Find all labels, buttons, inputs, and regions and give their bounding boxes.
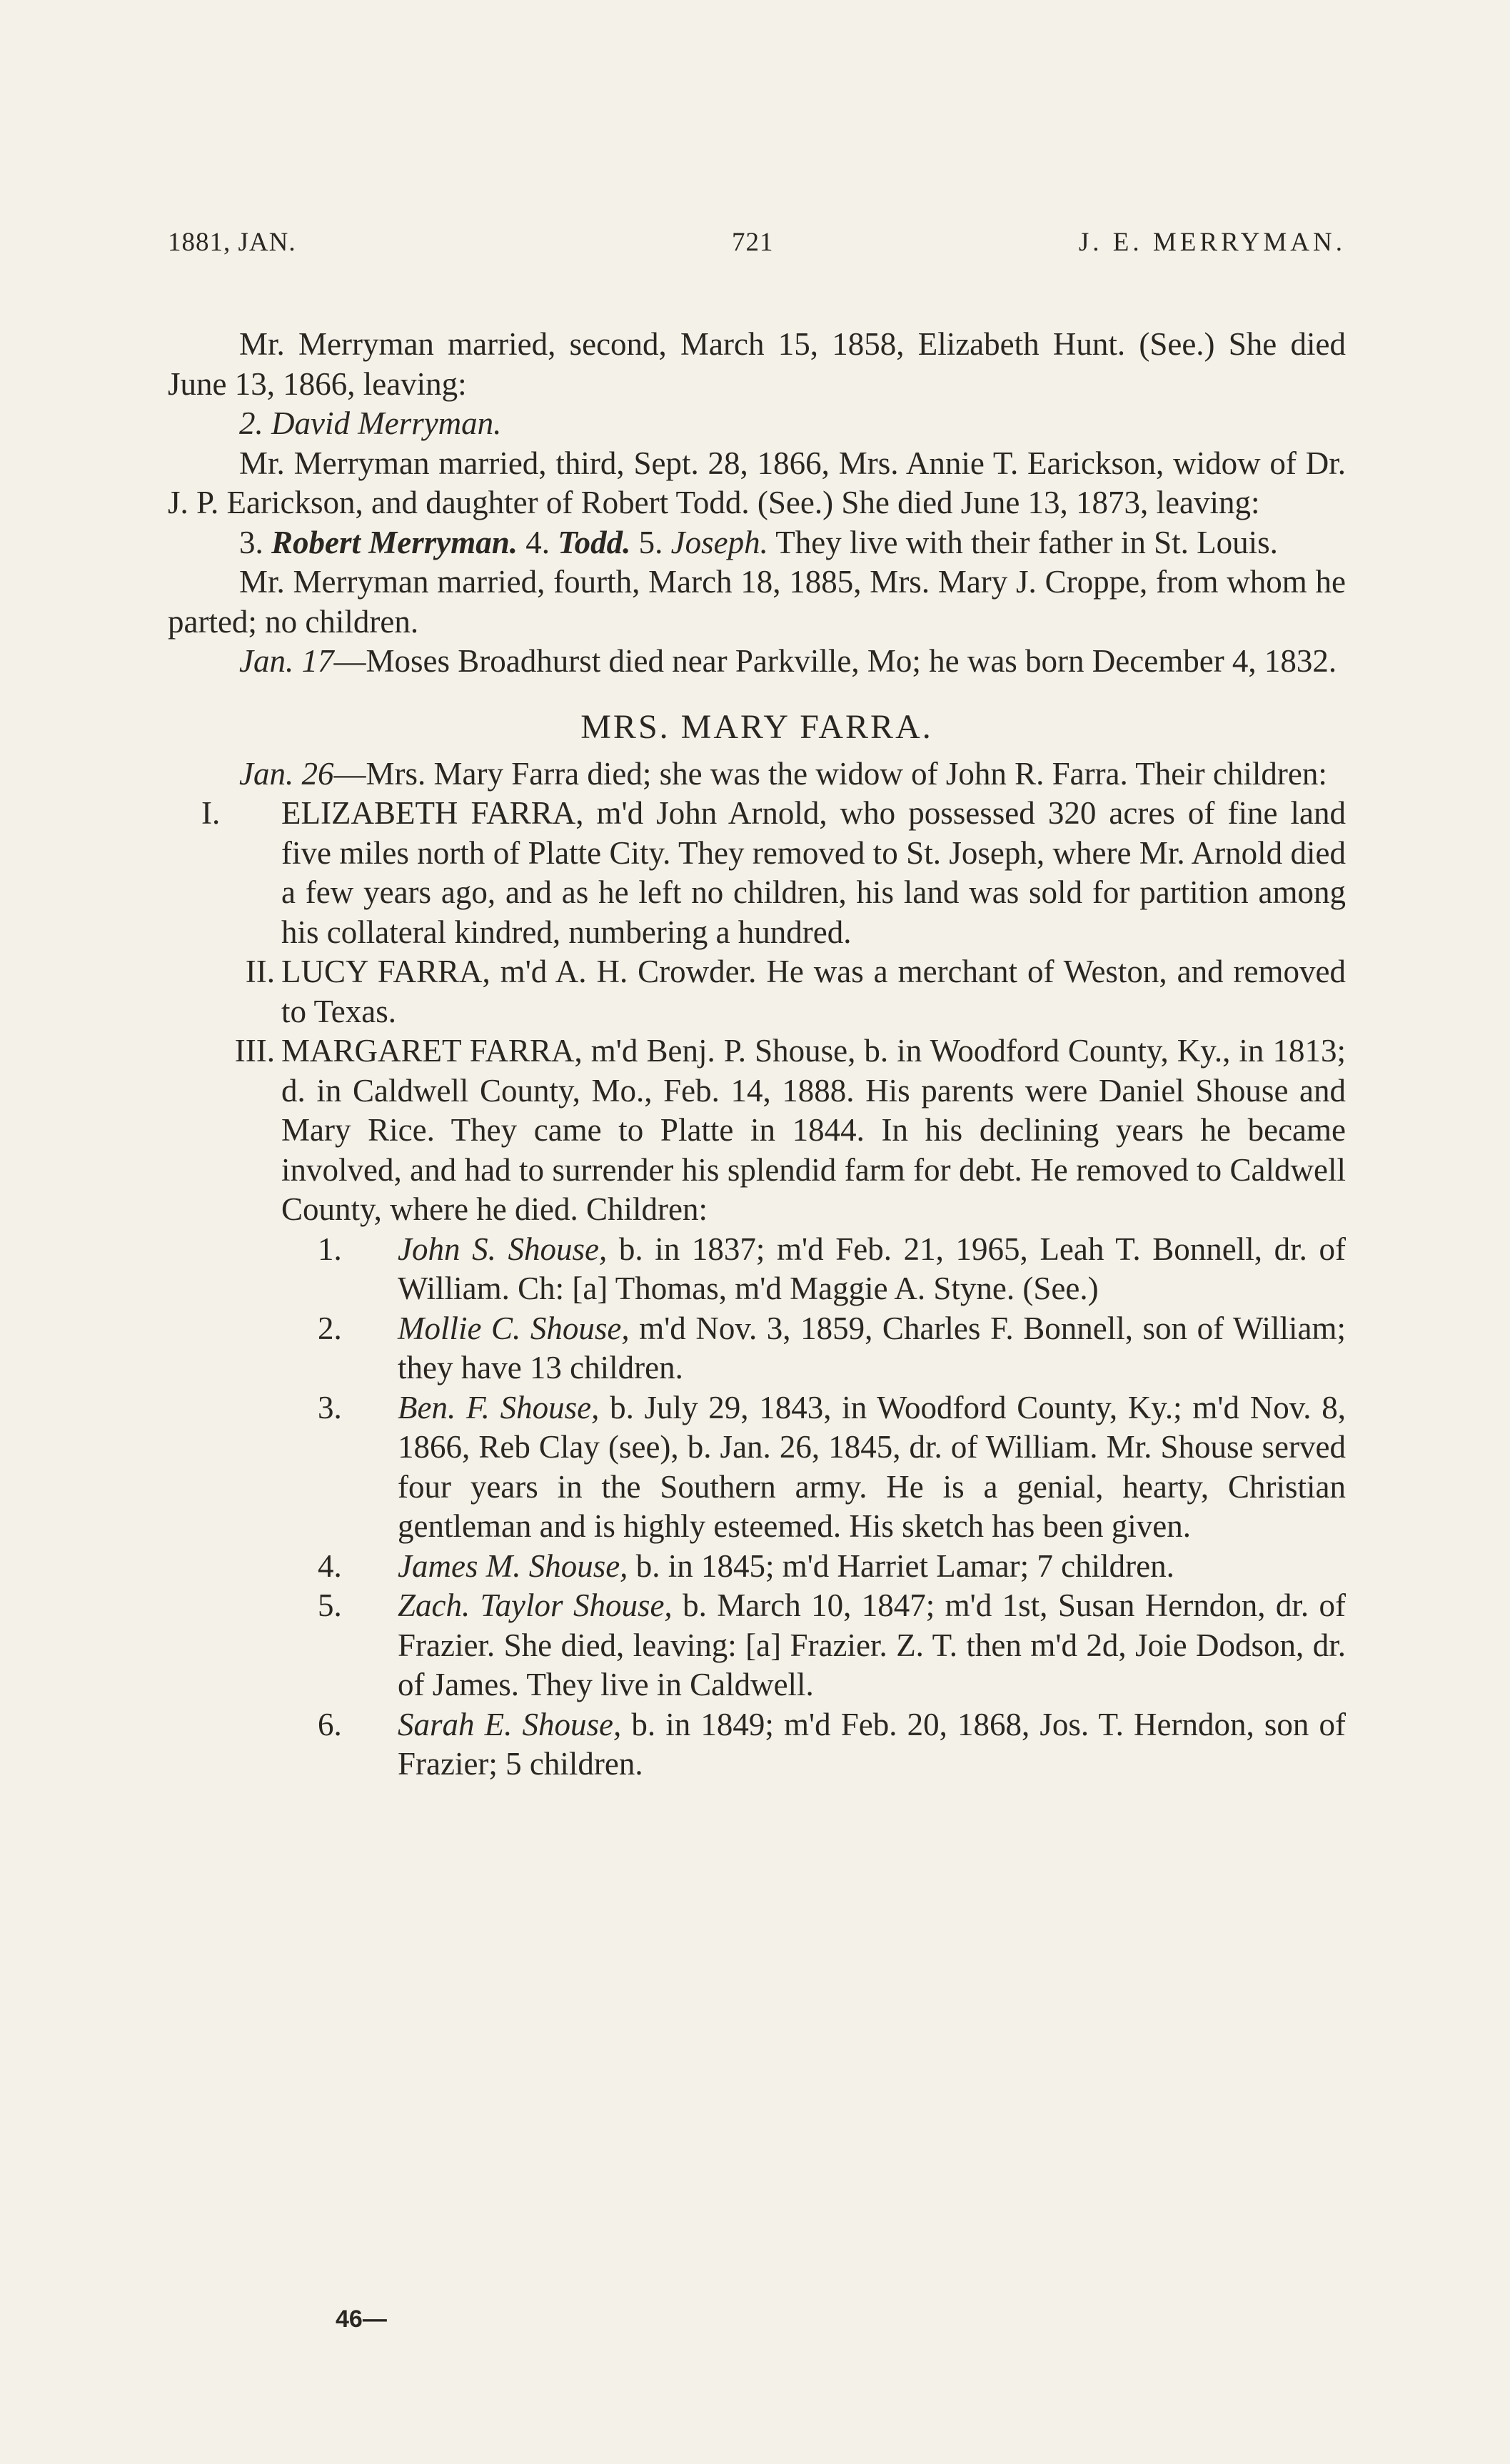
- entry-date: Jan. 17: [239, 643, 334, 679]
- paragraph-second-marriage: Mr. Merryman married, second, March 15, 1858, Elizabeth Hunt. (See.) She died June 13, 1866, leaving:: [168, 326, 1346, 402]
- child-line-remainder: They live with their father in St. Louis.: [775, 524, 1278, 560]
- child-text: b. July 29, 1843, in Woodford County, Ky.; m'd Nov. 8, 1866, Reb Clay (see), b. Jan. 26, 1845, dr. of William. Mr. Shouse served four years in the Southern army. He is a genial, hearty, Christian gentleman and is highly esteemed. His sketch has been given.: [398, 1389, 1346, 1544]
- child-line-robert-todd-joseph: [168, 523, 1346, 563]
- child-entry: [168, 1547, 1346, 1587]
- child-name: Sarah E. Shouse,: [398, 1706, 622, 1742]
- paragraph-fourth-marriage: Mr. Merryman married, fourth, March 18, 1885, Mrs. Mary J. Croppe, from whom he parted; no children.: [168, 564, 1346, 640]
- child-number: 4.: [318, 1547, 342, 1584]
- child-number: 5.: [318, 1587, 342, 1623]
- child-text: b. in 1849; m'd Feb. 20, 1868, Jos. T. Herndon, son of Frazier; 5 children.: [398, 1706, 1346, 1782]
- list-item: [168, 1031, 1346, 1230]
- item-text: MARGARET FARRA, m'd Benj. P. Shouse, b. in Woodford County, Ky., in 1813; d. in Caldwell County, Mo., Feb. 14, 1888. His parents were Daniel Shouse and Mary Rice. They came to Platte in 1844. In his declining years he became involved, and had to surrender his splendid farm for debt. He removed to Caldwell County, where he died. Children:: [281, 1033, 1346, 1227]
- roman-numeral: II.: [245, 954, 275, 989]
- list-item: [168, 952, 1346, 1031]
- child-number: 2.: [318, 1310, 342, 1346]
- child-text: b. March 10, 1847; m'd 1st, Susan Herndon, dr. of Frazier. She died, leaving: [a] Frazier. Z. T. then m'd 2d, Joie Dodson, dr. of James. They live in Caldwell.: [398, 1587, 1347, 1702]
- child-name: Mollie C. Shouse,: [398, 1310, 630, 1346]
- child-name-todd: Todd.: [558, 524, 631, 560]
- paragraph-broadhurst: [168, 642, 1346, 682]
- header-running-title: J. E. MERRYMAN.: [1078, 228, 1346, 257]
- child-number-4: 4.: [525, 524, 550, 560]
- list-item: [168, 794, 1346, 952]
- page-body: [168, 325, 1346, 1784]
- paragraph-farra-death: [168, 754, 1346, 794]
- entry-date: Jan. 26: [239, 755, 334, 792]
- child-name: Ben. F. Shouse,: [398, 1389, 600, 1425]
- child-text: b. in 1845; m'd Harriet Lamar; 7 children.: [628, 1547, 1174, 1584]
- child-name-joseph: Joseph.: [670, 524, 768, 560]
- child-line-david: 2. David Merryman.: [239, 405, 502, 441]
- child-name: James M. Shouse,: [398, 1547, 628, 1584]
- child-entry: [168, 1230, 1346, 1309]
- item-text: LUCY FARRA, m'd A. H. Crowder. He was a merchant of Weston, and removed to Texas.: [281, 954, 1346, 1029]
- child-entry: [168, 1388, 1346, 1547]
- child-number-5: 5.: [638, 524, 663, 560]
- roman-numeral: III.: [234, 1033, 275, 1069]
- child-text: m'd Nov. 3, 1859, Charles F. Bonnell, son of William; they have 13 children.: [398, 1310, 1347, 1385]
- child-number: 6.: [318, 1706, 342, 1742]
- child-number: 3.: [318, 1389, 342, 1425]
- roman-numeral: I.: [201, 795, 221, 831]
- entry-text: —Moses Broadhurst died near Parkville, Mo; he was born December 4, 1832.: [333, 643, 1337, 679]
- child-entry: [168, 1309, 1346, 1388]
- child-number: 1.: [318, 1231, 342, 1267]
- child-name: Zach. Taylor Shouse,: [398, 1587, 673, 1623]
- child-text: b. in 1837; m'd Feb. 21, 1965, Leah T. Bonnell, dr. of William. Ch: [a] Thomas, m'd Maggie A. Styne. (See.): [398, 1231, 1346, 1306]
- child-entry: [168, 1705, 1346, 1784]
- section-title: MRS. MARY FARRA.: [580, 707, 933, 746]
- item-text: ELIZABETH FARRA, m'd John Arnold, who possessed 320 acres of fine land five miles north of Platte City. They removed to St. Joseph, where Mr. Arnold died a few years ago, and as he left no children, his land was sold for partition among his collateral kindred, numbering a hundred.: [281, 795, 1346, 950]
- page-number: 721: [732, 228, 774, 257]
- paragraph-third-marriage: Mr. Merryman married, third, Sept. 28, 1866, Mrs. Annie T. Earickson, widow of Dr. J. P. Earickson, and daughter of Robert Todd. (See.) She died June 13, 1873, leaving:: [168, 445, 1346, 520]
- child-name-robert: Robert Merryman.: [271, 524, 518, 560]
- signature-mark: 46—: [336, 2306, 387, 2333]
- header-date: 1881, JAN.: [168, 228, 296, 257]
- child-number-3: 3.: [239, 524, 263, 560]
- page-header: [168, 227, 1346, 270]
- child-entry: [168, 1586, 1346, 1705]
- child-name: John S. Shouse,: [398, 1231, 608, 1267]
- entry-text: —Mrs. Mary Farra died; she was the widow of John R. Farra. Their children:: [333, 755, 1327, 792]
